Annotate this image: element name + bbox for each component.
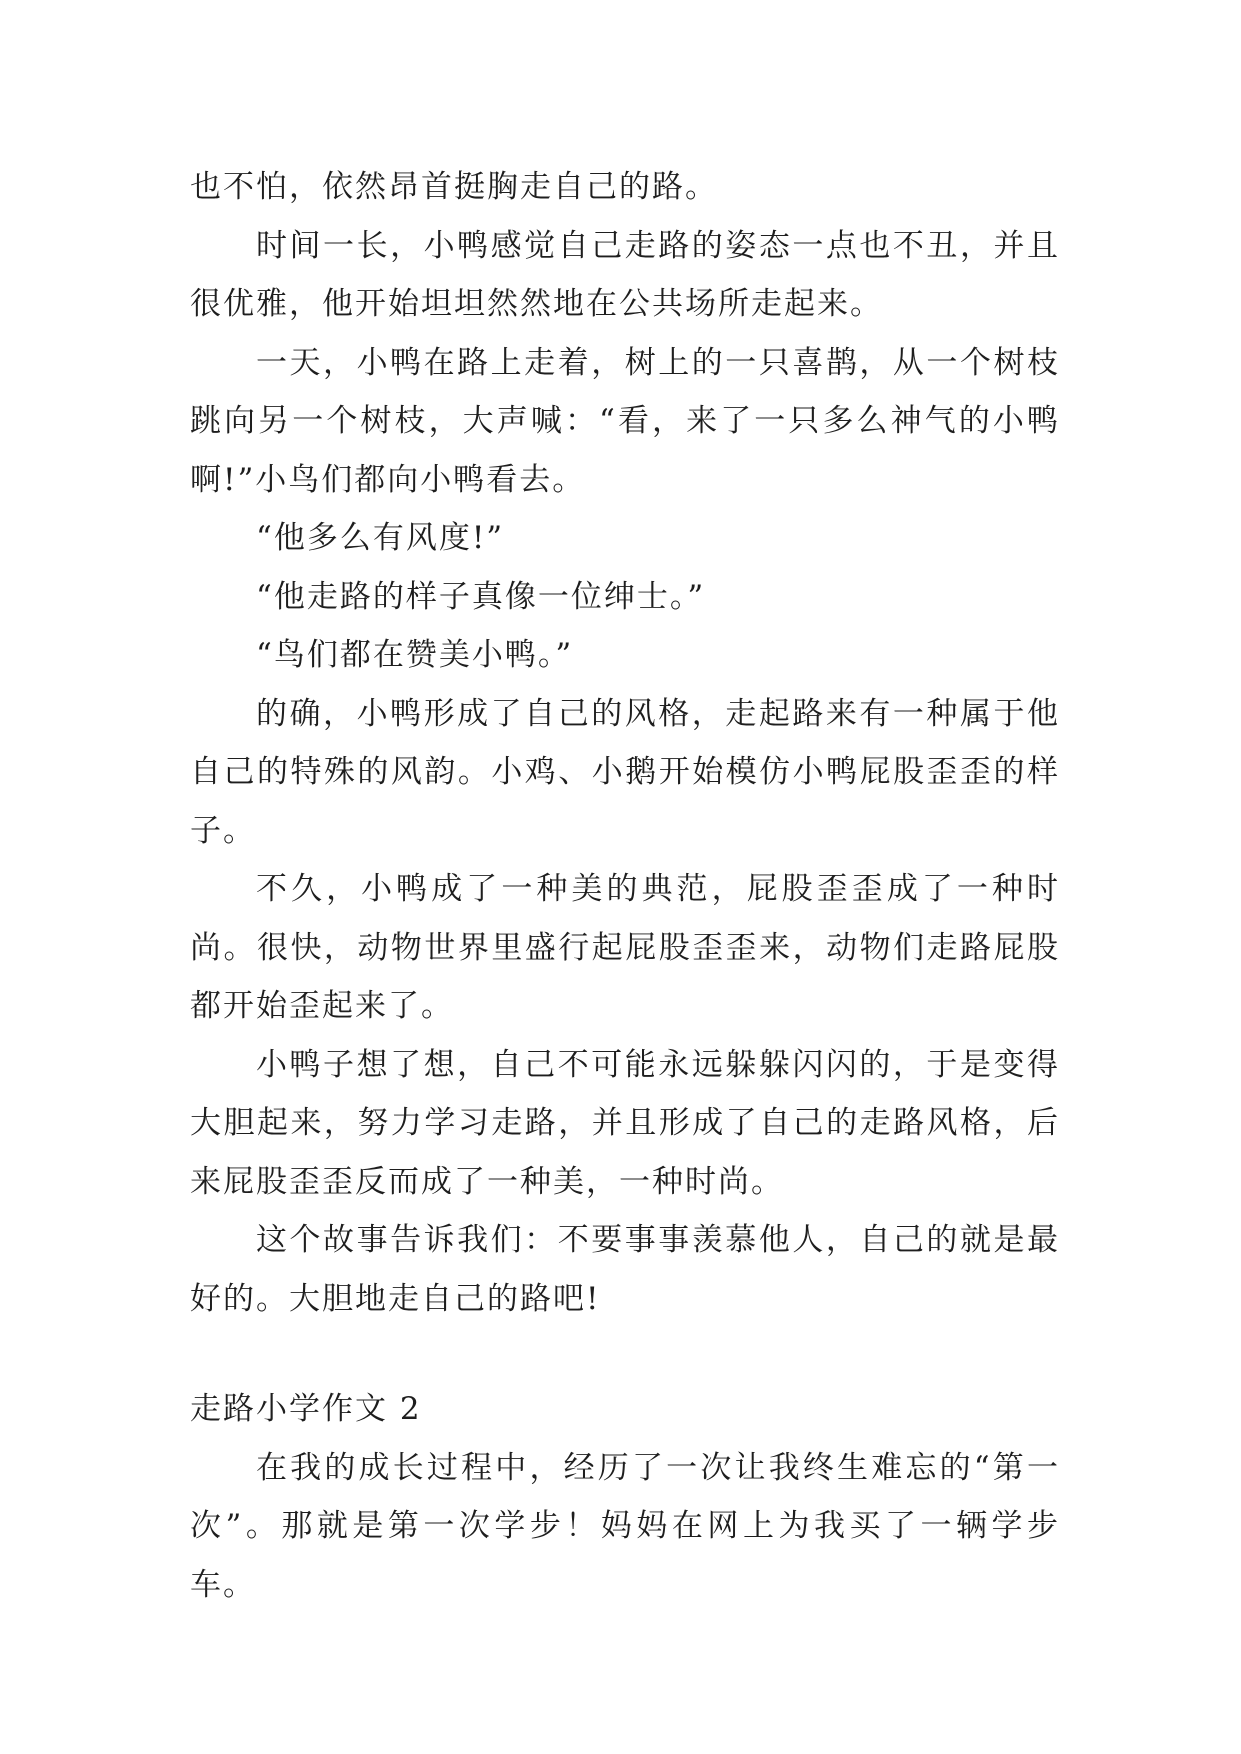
paragraph-continued: 也不怕，依然昂首挺胸走自己的路。 [190,169,718,205]
quote-line: “鸟们都在赞美小鸭。” [256,637,574,673]
quote-line: “他多么有风度!” [256,520,505,556]
quote-line: “他走路的样子真像一位绅士。” [256,578,706,615]
section-spacer [190,1328,1060,1380]
paragraph: 时间一长，小鸭感觉自己走路的姿态一点也不丑，并且很优雅，他开始坦坦然然地在公共场所走起来。 [190,227,1060,322]
paragraph: 在我的成长过程中，经历了一次让我终生难忘的“第一次”。那就是第一次学步！妈妈在网上为我买了一辆学步车。 [190,1449,1060,1603]
document-body [190,158,1060,1614]
paragraph: 的确，小鸭形成了自己的风格，走起路来有一种属于他自己的特殊的风韵。小鸡、小鹅开始模仿小鸭屁股歪歪的样子。 [190,695,1060,849]
paragraph: 小鸭子想了想，自己不可能永远躲躲闪闪的，于是变得大胆起来，努力学习走路，并且形成了自己的走路风格，后来屁股歪歪反而成了一种美，一种时尚。 [190,1046,1060,1200]
paragraph: 不久，小鸭成了一种美的典范，屁股歪歪成了一种时尚。很快，动物世界里盛行起屁股歪歪来，动物们走路屁股都开始歪起来了。 [190,871,1060,1024]
paragraph: 这个故事告诉我们：不要事事羡慕他人，自己的就是最好的。大胆地走自己的路吧! [190,1222,1060,1317]
section-title: 走路小学作文 2 [190,1391,422,1427]
paragraph: 一天，小鸭在路上走着，树上的一只喜鹊，从一个树枝跳向另一个树枝，大声喊：“看，来了一只多么神气的小鸭啊!”小鸟们都向小鸭看去。 [190,344,1060,498]
